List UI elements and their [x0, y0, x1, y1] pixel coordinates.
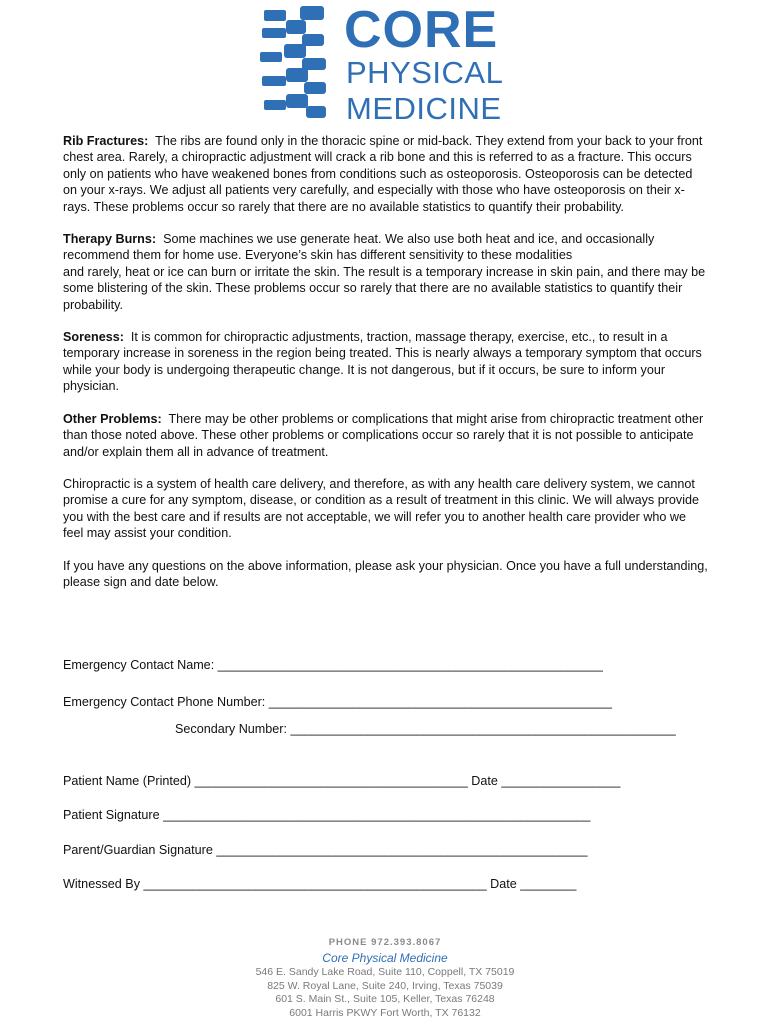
guardian-signature-field[interactable]: Parent/Guardian Signature _____________________________________________________ [63, 843, 588, 857]
paragraph-chiropractic-system [63, 476, 708, 542]
footer-clinic-name: Core Physical Medicine [322, 951, 448, 965]
footer-address-fort-worth: 6001 Harris PKWY Fort Worth, TX 76132 [289, 1006, 481, 1019]
footer-address-keller: 601 S. Main St., Suite 105, Keller, Texas 76248 [275, 993, 495, 1005]
paragraph-soreness [63, 329, 708, 395]
footer-address-coppell: 546 E. Sandy Lake Road, Suite 110, Coppell, TX 75019 [255, 966, 515, 978]
paragraph-heading: Other Problems: [63, 411, 162, 426]
spine-icon [258, 4, 338, 122]
paragraph-questions [63, 558, 708, 591]
footer [0, 936, 770, 1020]
paragraph-heading: Rib Fractures: [63, 134, 149, 148]
paragraph-text: There may be other problems or complications that might arise from chiropractic treatment other than those noted above. These other problems or complications occur so rarely that it is not possible to anticipate and/or explain them all in advance of treatment. [63, 411, 704, 459]
witnessed-by-field[interactable]: Witnessed By _________________________________________________ Date ________ [63, 877, 577, 891]
patient-signature-field[interactable]: Patient Signature _____________________________________________________________ [63, 808, 591, 822]
logo-core-text: CORE [344, 1, 499, 59]
paragraph-heading: Therapy Burns: [63, 232, 157, 247]
paragraph-text: Some machines we use generate heat. We also use both heat and ice, and occasionally recommend them for home use. Everyone’s skin has different sensitivity to these modalities [63, 232, 655, 263]
emergency-contact-phone-field[interactable]: Emergency Contact Phone Number: _________________________________________________ [63, 695, 612, 709]
paragraph-heading: Soreness: [63, 330, 124, 345]
secondary-number-field[interactable]: Secondary Number: _______________________________________________________ [175, 722, 676, 736]
paragraph-rib-fractures [63, 133, 708, 215]
paragraph-text: Chiropractic is a system of health care delivery, and therefore, as with any health care delivery system, we cannot promise a cure for any symptom, disease, or condition as a result of treatment in this clinic. We will always provide you with the best care and if results are not acceptable, we will refer you to another health care provider who we feel may assist your condition. [63, 476, 700, 541]
logo-physical-text: PHYSICAL [346, 55, 504, 90]
paragraph-text: The ribs are found only in the thoracic spine or mid-back. They extend from your back to your front chest area. Rarely, a chiropractic adjustment will crack a rib bone and this is referred to as a fracture. This occurs only on patients who have weakened bones from conditions such as osteoporosis. Osteoporosis can be detected on your x-rays. We adjust all patients very carefully, and especially with those who have osteoporosis on their x-rays. These problems occur so rarely that there are no available statistics to quantify their probability. [63, 134, 703, 214]
paragraph-text: If you have any questions on the above information, please ask your physician. Once you have a full understanding, please sign and date below. [63, 558, 708, 589]
paragraph-other-problems [63, 411, 708, 460]
paragraph-text: It is common for chiropractic adjustments, traction, massage therapy, exercise, etc., to result in a temporary increase in soreness in the region being treated. This is nearly always a temporary symptom that occurs while your body is undergoing therapeutic change. It is not dangerous, but if it occurs, be sure to inform your physician. [63, 330, 702, 394]
core-physical-medicine-logo [258, 1, 508, 126]
consent-body [63, 133, 708, 606]
footer-phone: PHONE 972.393.8067 [328, 937, 442, 948]
paragraph-therapy-burns [63, 231, 708, 313]
paragraph-text-continued: and rarely, heat or ice can burn or irritate the skin. The result is a temporary increase in skin pain, and there may be some blistering of the skin. These problems occur so rarely that there are no available statistics to quantify their probability. [63, 264, 706, 312]
patient-name-field[interactable]: Patient Name (Printed) _______________________________________ Date _________________ [63, 774, 621, 788]
emergency-contact-name-field[interactable]: Emergency Contact Name: _______________________________________________________ [63, 658, 603, 672]
logo-medicine-text: MEDICINE [346, 91, 502, 126]
footer-address-irving: 825 W. Royal Lane, Suite 240, Irving, Texas 75039 [267, 979, 503, 992]
